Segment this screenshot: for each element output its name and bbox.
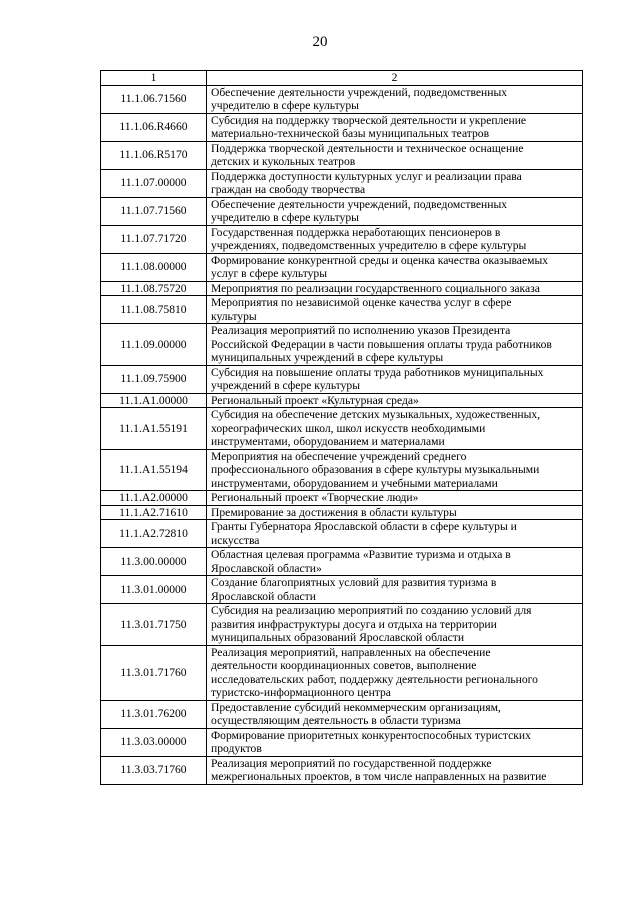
description-line: Мероприятия на обеспечение учреждений среднего [211,449,467,463]
row-description [207,491,583,506]
description-line: межрегиональных проектов, в том числе направленных на развитие [211,770,547,783]
row-description [207,408,583,450]
description-line: учредителю в сфере культуры [211,99,359,112]
row-code: 11.3.01.71760 [101,645,207,700]
description-line: Мероприятия по реализации государственного социального заказа [211,281,540,295]
row-description [207,296,583,324]
row-code: 11.1.06.R5170 [101,141,207,169]
description-line: Поддержка доступности культурных услуг и реализации права [211,169,522,183]
table-row [101,449,583,491]
row-description [207,113,583,141]
table-row [101,604,583,646]
table-row [101,296,583,324]
row-code: 11.1.07.00000 [101,169,207,197]
row-description [207,548,583,576]
description-line: муниципальных учреждений в сфере культуры [211,351,444,364]
description-line: Премирование за достижения в области культуры [211,505,457,519]
description-line: инструментами, оборудованием и материалами [211,435,445,448]
row-description [207,700,583,728]
description-line: Ярославской области [211,589,316,603]
table-row [101,645,583,700]
row-description [207,728,583,756]
row-description [207,253,583,281]
row-description [207,520,583,548]
description-line: детских и кукольных театров [211,155,356,168]
description-line: материально-технической базы муниципальных театров [211,127,490,140]
table-row [101,756,583,784]
row-description [207,281,583,296]
row-description [207,225,583,253]
row-description [207,197,583,225]
description-line: инструментами, оборудованием и учебными материалами [211,476,498,490]
description-line: культуры [211,309,257,323]
row-code: 11.1.08.75720 [101,281,207,296]
row-description [207,141,583,169]
row-code: 11.3.03.00000 [101,728,207,756]
row-code: 11.1.07.71720 [101,225,207,253]
description-line: граждан на свободу творчества [211,183,366,196]
row-code: 11.1.A1.55194 [101,449,207,491]
row-code: 11.1.06.R4660 [101,113,207,141]
row-description [207,505,583,520]
row-description [207,576,583,604]
description-line: Субсидия на реализацию мероприятий по созданию условий для [211,604,532,617]
table-row [101,197,583,225]
column-header-code: 1 [101,71,207,86]
description-line: Областная целевая программа «Развитие туризма и отдыха в [211,548,511,561]
table-row [101,408,583,450]
table-row [101,225,583,253]
row-code: 11.3.01.00000 [101,576,207,604]
row-description [207,449,583,491]
description-line: учредителю в сфере культуры [211,211,359,224]
description-line: муниципальных образований Ярославской области [211,631,465,644]
description-line: развития инфраструктуры досуга и отдыха на территории [211,617,497,631]
table-row [101,520,583,548]
row-code: 11.1.A2.00000 [101,491,207,506]
description-line: учреждений в сфере культуры [211,379,360,392]
description-line: осуществляющим деятельность в области туризма [211,714,461,727]
row-description [207,169,583,197]
row-description [207,645,583,700]
description-line: Субсидия на обеспечение детских музыкальных, художественных, [211,408,541,421]
row-code: 11.3.03.71760 [101,756,207,784]
description-line: деятельности координационных советов, выполнение [211,659,477,672]
table-row [101,281,583,296]
description-line: Ярославской области» [211,561,322,575]
description-line: Обеспечение деятельности учреждений, подведомственных [211,85,508,99]
row-code: 11.1.A2.71610 [101,505,207,520]
description-line: туристско-информационного центра [211,686,391,699]
row-code: 11.1.06.71560 [101,85,207,113]
description-line: Создание благоприятных условий для развития туризма в [211,576,497,589]
table-row [101,576,583,604]
row-code: 11.1.A1.00000 [101,393,207,408]
row-code: 11.1.A1.55191 [101,408,207,450]
description-line: Региональный проект «Культурная среда» [211,393,419,407]
table-row [101,141,583,169]
table-row [101,253,583,281]
table-row [101,324,583,366]
description-line: хореографических школ, школ искусств необходимыми [211,421,486,435]
description-line: Поддержка творческой деятельности и техническое оснащение [211,141,524,155]
description-line: Субсидия на поддержку творческой деятельности и укрепление [211,113,527,127]
description-line: Региональный проект «Творческие люди» [211,491,419,504]
table-row [101,548,583,576]
row-description [207,324,583,366]
row-code: 11.3.01.71750 [101,604,207,646]
description-line: исследовательских работ, поддержку деятельности регионального [211,672,538,686]
description-line: Реализация мероприятий по государственной поддержке [211,756,492,770]
description-line: профессионального образования в сфере культуры музыкальными [211,463,540,476]
description-line: Формирование конкурентной среды и оценка качества оказываемых [211,253,549,267]
table-row [101,491,583,506]
row-code: 11.1.08.75810 [101,296,207,324]
description-line: Российской Федерации в части повышения оплаты труда работников [211,337,552,351]
description-line: Государственная поддержка неработающих пенсионеров в [211,225,501,239]
table-row [101,365,583,393]
description-line: Реализация мероприятий по исполнению указов Президента [211,324,511,337]
row-description [207,604,583,646]
description-line: Реализация мероприятий, направленных на обеспечение [211,645,491,659]
description-line: Субсидия на повышение оплаты труда работников муниципальных [211,365,544,379]
description-line: Гранты Губернатора Ярославской области в сфере культуры и [211,520,517,533]
table-row [101,505,583,520]
table-row [101,700,583,728]
column-header-name: 2 [207,71,583,86]
page-number: 20 [312,34,328,50]
budget-code-table [100,70,583,785]
row-code: 11.1.A2.72810 [101,520,207,548]
row-description [207,756,583,784]
row-code: 11.3.01.76200 [101,700,207,728]
table-body [101,85,583,784]
description-line: продуктов [211,742,262,755]
row-code: 11.3.00.00000 [101,548,207,576]
row-description [207,85,583,113]
description-line: Мероприятия по независимой оценке качества услуг в сфере [211,296,512,309]
table-row [101,113,583,141]
description-line: услуг в сфере культуры [211,267,328,280]
table-row [101,85,583,113]
row-description [207,365,583,393]
description-line: Предоставление субсидий некоммерческим организациям, [211,700,501,714]
description-line: учреждениях, подведомственных учредителю в сфере культуры [211,239,527,252]
table-row [101,169,583,197]
description-line: Формирование приоритетных конкурентоспособных туристских [211,728,531,742]
table-header-row [101,71,583,86]
row-description [207,393,583,408]
description-line: Обеспечение деятельности учреждений, подведомственных [211,197,508,211]
row-code: 11.1.07.71560 [101,197,207,225]
row-code: 11.1.09.00000 [101,324,207,366]
table-row [101,393,583,408]
table-row [101,728,583,756]
description-line: искусства [211,533,260,547]
row-code: 11.1.08.00000 [101,253,207,281]
row-code: 11.1.09.75900 [101,365,207,393]
